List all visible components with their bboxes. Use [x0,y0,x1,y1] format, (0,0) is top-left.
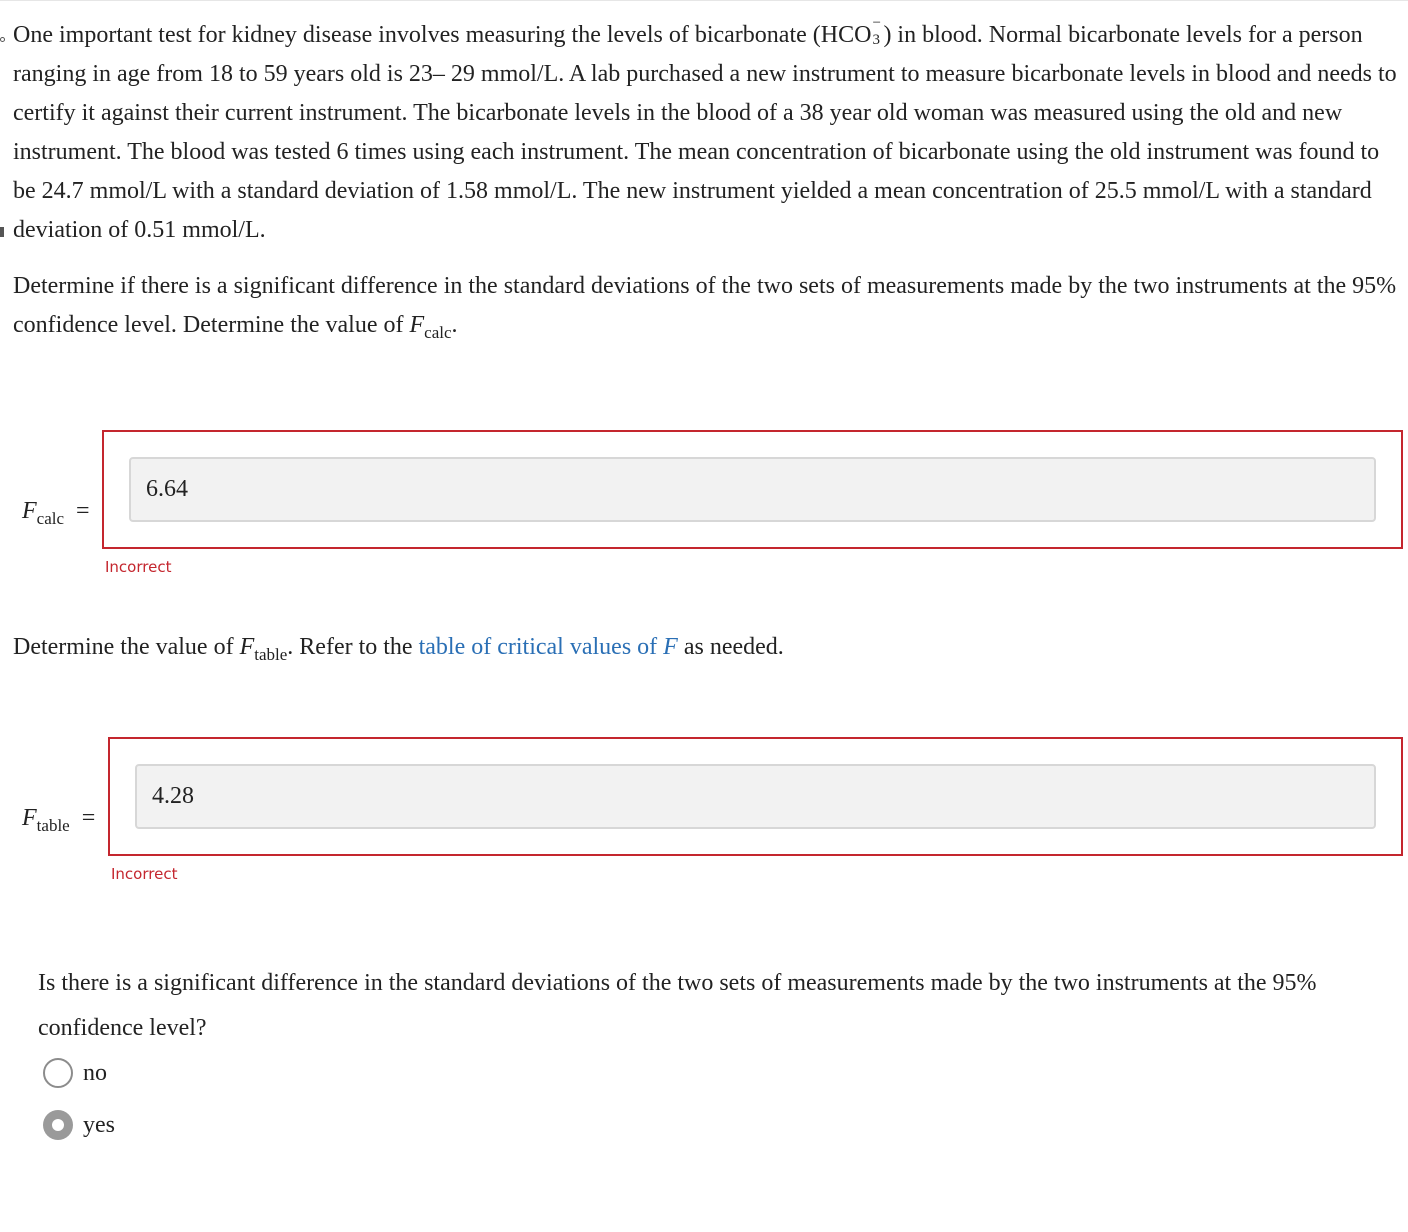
ftable-prompt-text-3: as needed. [677,634,784,660]
ftable-input[interactable]: 4.28 [135,764,1376,829]
period: . [451,312,458,338]
ftable-equals: = [81,805,96,831]
ftable-prompt-text: Determine the value of [13,634,240,660]
edge-tick-icon [0,227,4,237]
radio-no[interactable] [43,1058,73,1088]
fcalc-feedback: Incorrect [105,558,172,576]
radio-yes[interactable] [43,1110,73,1140]
charge-superscript: − [872,15,881,31]
ftable-prompt [13,628,1403,674]
fcalc-equals: = [76,498,90,524]
fcalc-input[interactable]: 6.64 [129,457,1376,522]
instructions [13,267,1403,352]
ftable-feedback: Incorrect [111,865,178,883]
edge-marker-icon [0,37,5,42]
calc-subscript: calc [424,323,452,342]
top-divider [0,0,1408,1]
ftable-prompt-var: F [239,634,255,660]
critical-values-link-text[interactable]: table of critical values of [418,634,664,660]
critical-values-link[interactable] [419,634,678,660]
problem-text-rest: ) in blood. Normal bicarbonate levels for a person ranging in age from 18 to 59 years old is 23– 29 mmol/L. A lab purchased a new instrument to measure bicarbonate levels in blood and needs to certify it against their current instrument. The bicarbonate levels in the blood of a 38 year old woman was measured using the old and new instrument. The blood was tested 6 times using each instrument. The mean concentration of bicarbonate using the old instrument was found to be 24.7 mmol/L with a standard deviation of 1.58 mmol/L. The new instrument yielded a mean concentration of 25.5 mmol/L with a standard deviation of 0.51 mmol/L. [13,22,1397,243]
critical-values-link-var[interactable]: F [663,634,678,660]
subscript-three: 3 [872,32,880,48]
f-variable: F [409,312,425,338]
ftable-var: F [22,805,37,831]
significance-question: Is there is a significant difference in the standard deviations of the two sets of measurements made by the two instruments at the 95% confidence level? [38,970,1317,1041]
instructions-text: Determine if there is a significant difference in the standard deviations of the two sets of measurements made by the two instruments at the 95% confidence level. Determine the value of [13,273,1397,338]
option-yes-label[interactable]: yes [83,1112,115,1138]
ftable-sub: table [36,816,70,835]
hco3-sup-sub [871,15,883,48]
option-no-label[interactable]: no [83,1060,107,1086]
ftable-prompt-text-2: . Refer to the [287,634,419,660]
ftable-label [22,803,95,841]
fcalc-sub: calc [36,509,65,528]
fcalc-var: F [22,498,37,524]
problem-text-start: One important test for kidney disease involves measuring the levels of bicarbonate (HCO [13,22,872,48]
fcalc-label [22,496,90,534]
problem-statement [13,16,1403,250]
ftable-prompt-sub: table [254,645,288,664]
